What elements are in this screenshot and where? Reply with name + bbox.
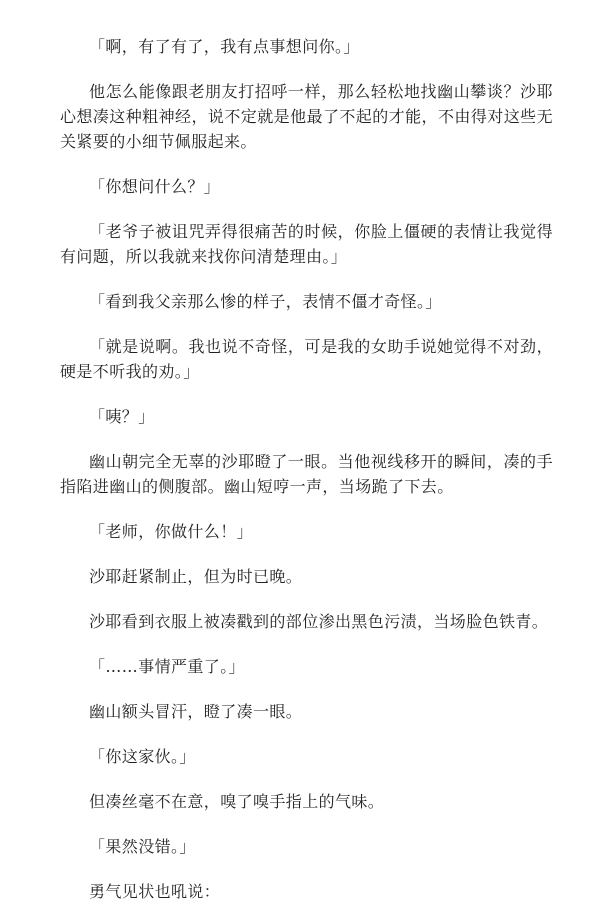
paragraph: 他怎么能像跟老朋友打招呼一样，那么轻松地找幽山攀谈？沙耶心想凑这种粗神经，说不定就是他最了不起的才能，不由得对这些无关紧要的小细节佩服起来。	[60, 82, 553, 151]
paragraph: 「看到我父亲那么惨的样子，表情不僵才奇怪。」	[89, 292, 442, 311]
paragraph: 勇气见状也吼说：	[89, 882, 221, 901]
paragraph: 「咦？」	[89, 407, 155, 426]
paragraph: 「你想问什么？」	[89, 177, 221, 196]
paragraph: 「啊，有了有了，我有点事想问你。」	[89, 37, 360, 56]
paragraph: 「老爷子被诅咒弄得很痛苦的时候，你脸上僵硬的表情让我觉得有问题，所以我就来找你问清楚理由。」	[60, 222, 553, 266]
paragraph: 「老师，你做什么！」	[89, 522, 254, 541]
paragraph: 幽山朝完全无辜的沙耶瞪了一眼。当他视线移开的瞬间，凑的手指陷进幽山的侧腹部。幽山短哼一声，当场跪了下去。	[60, 452, 553, 496]
paragraph: 幽山额头冒汗，瞪了凑一眼。	[89, 702, 303, 721]
paragraph: 沙耶看到衣服上被凑戳到的部位渗出黑色污渍，当场脸色铁青。	[89, 612, 549, 631]
paragraph: 沙耶赶紧制止，但为时已晚。	[89, 567, 303, 586]
paragraph: 「果然没错。」	[89, 837, 196, 856]
paragraph: 「……事情严重了。」	[89, 657, 246, 676]
paragraph: 但凑丝毫不在意，嗅了嗅手指上的气味。	[89, 792, 385, 811]
paragraph: 「就是说啊。我也说不奇怪，可是我的女助手说她觉得不对劲，硬是不听我的劝。」	[60, 337, 553, 381]
paragraph: 「你这家伙。」	[89, 747, 196, 766]
